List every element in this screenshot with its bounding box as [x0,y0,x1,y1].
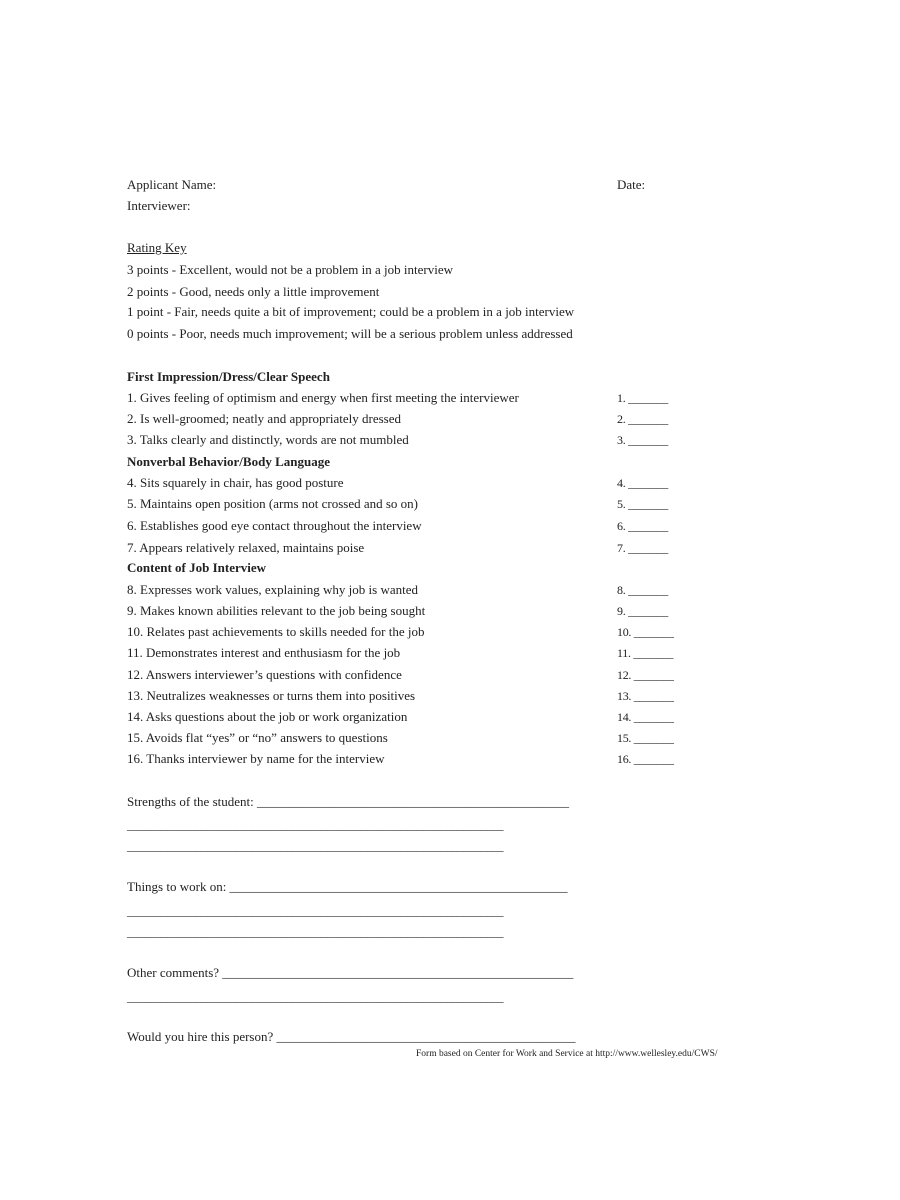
rating-key-line: 1 point - Fair, needs quite a bit of improvement; could be a problem in a job interview [127,304,575,319]
blank-line[interactable]: __________________________________________________________________ [127,839,504,853]
blank-line[interactable]: __________________________________________________________________ [127,925,504,939]
criterion-text: 13. Neutralizes weaknesses or turns them into positives [127,688,416,703]
score-blank[interactable]: 5. _______ [617,497,669,511]
criterion-text: 12. Answers interviewer’s questions with confidence [127,667,402,682]
other-comments-field[interactable]: Other comments? ______________________________________________________ [127,965,574,980]
score-blank[interactable]: 13. _______ [617,689,674,703]
score-blank[interactable]: 10. _______ [617,625,674,639]
score-blank[interactable]: 4. _______ [617,476,669,490]
criterion-text: 14. Asks questions about the job or work organization [127,709,408,724]
source-footer: Form based on Center for Work and Service at http://www.wellesley.edu/CWS/ [416,1049,718,1059]
criterion-text: 8. Expresses work values, explaining why job is wanted [127,582,419,597]
score-blank[interactable]: 11. _______ [617,646,674,660]
criterion-text: 6. Establishes good eye contact throughout the interview [127,518,422,533]
criterion-text: 16. Thanks interviewer by name for the interview [127,751,385,766]
score-blank[interactable]: 7. _______ [617,541,669,555]
rating-key-line: 2 points - Good, needs only a little improvement [127,284,380,299]
criterion-text: 1. Gives feeling of optimism and energy when first meeting the interviewer [127,390,519,405]
date-label: Date: [617,177,646,192]
strengths-field[interactable]: Strengths of the student: ________________________________________________ [127,794,569,809]
rating-key-title: Rating Key [127,240,187,255]
criterion-text: 11. Demonstrates interest and enthusiasm for the job [127,645,401,660]
score-blank[interactable]: 9. _______ [617,604,669,618]
score-blank[interactable]: 6. _______ [617,519,669,533]
blank-line[interactable]: __________________________________________________________________ [127,904,504,918]
rating-key-line: 0 points - Poor, needs much improvement; will be a serious problem unless addressed [127,326,573,341]
section-title: First Impression/Dress/Clear Speech [127,369,330,384]
blank-line[interactable]: __________________________________________________________________ [127,818,504,832]
score-blank[interactable]: 1. _______ [617,391,669,405]
score-blank[interactable]: 12. _______ [617,668,674,682]
criterion-text: 3. Talks clearly and distinctly, words are not mumbled [127,432,409,447]
criterion-text: 2. Is well-groomed; neatly and appropriately dressed [127,411,401,426]
rating-key-line: 3 points - Excellent, would not be a problem in a job interview [127,262,454,277]
criterion-text: 7. Appears relatively relaxed, maintains poise [127,540,365,555]
section-title: Content of Job Interview [127,560,267,575]
things-to-work-on-field[interactable]: Things to work on: ____________________________________________________ [127,879,568,894]
hire-decision-field[interactable]: Would you hire this person? ______________________________________________ [127,1029,576,1044]
blank-line[interactable]: __________________________________________________________________ [127,990,504,1004]
criterion-text: 9. Makes known abilities relevant to the job being sought [127,603,426,618]
score-blank[interactable]: 8. _______ [617,583,669,597]
section-title: Nonverbal Behavior/Body Language [127,454,330,469]
score-blank[interactable]: 14. _______ [617,710,674,724]
criterion-text: 4. Sits squarely in chair, has good posture [127,475,344,490]
criterion-text: 15. Avoids flat “yes” or “no” answers to questions [127,730,388,745]
criterion-text: 10. Relates past achievements to skills needed for the job [127,624,425,639]
interviewer-label: Interviewer: [127,198,191,213]
applicant-name-label: Applicant Name: [127,177,217,192]
score-blank[interactable]: 15. _______ [617,731,674,745]
criterion-text: 5. Maintains open position (arms not crossed and so on) [127,496,419,511]
score-blank[interactable]: 16. _______ [617,752,674,766]
score-blank[interactable]: 3. _______ [617,433,669,447]
score-blank[interactable]: 2. _______ [617,412,669,426]
